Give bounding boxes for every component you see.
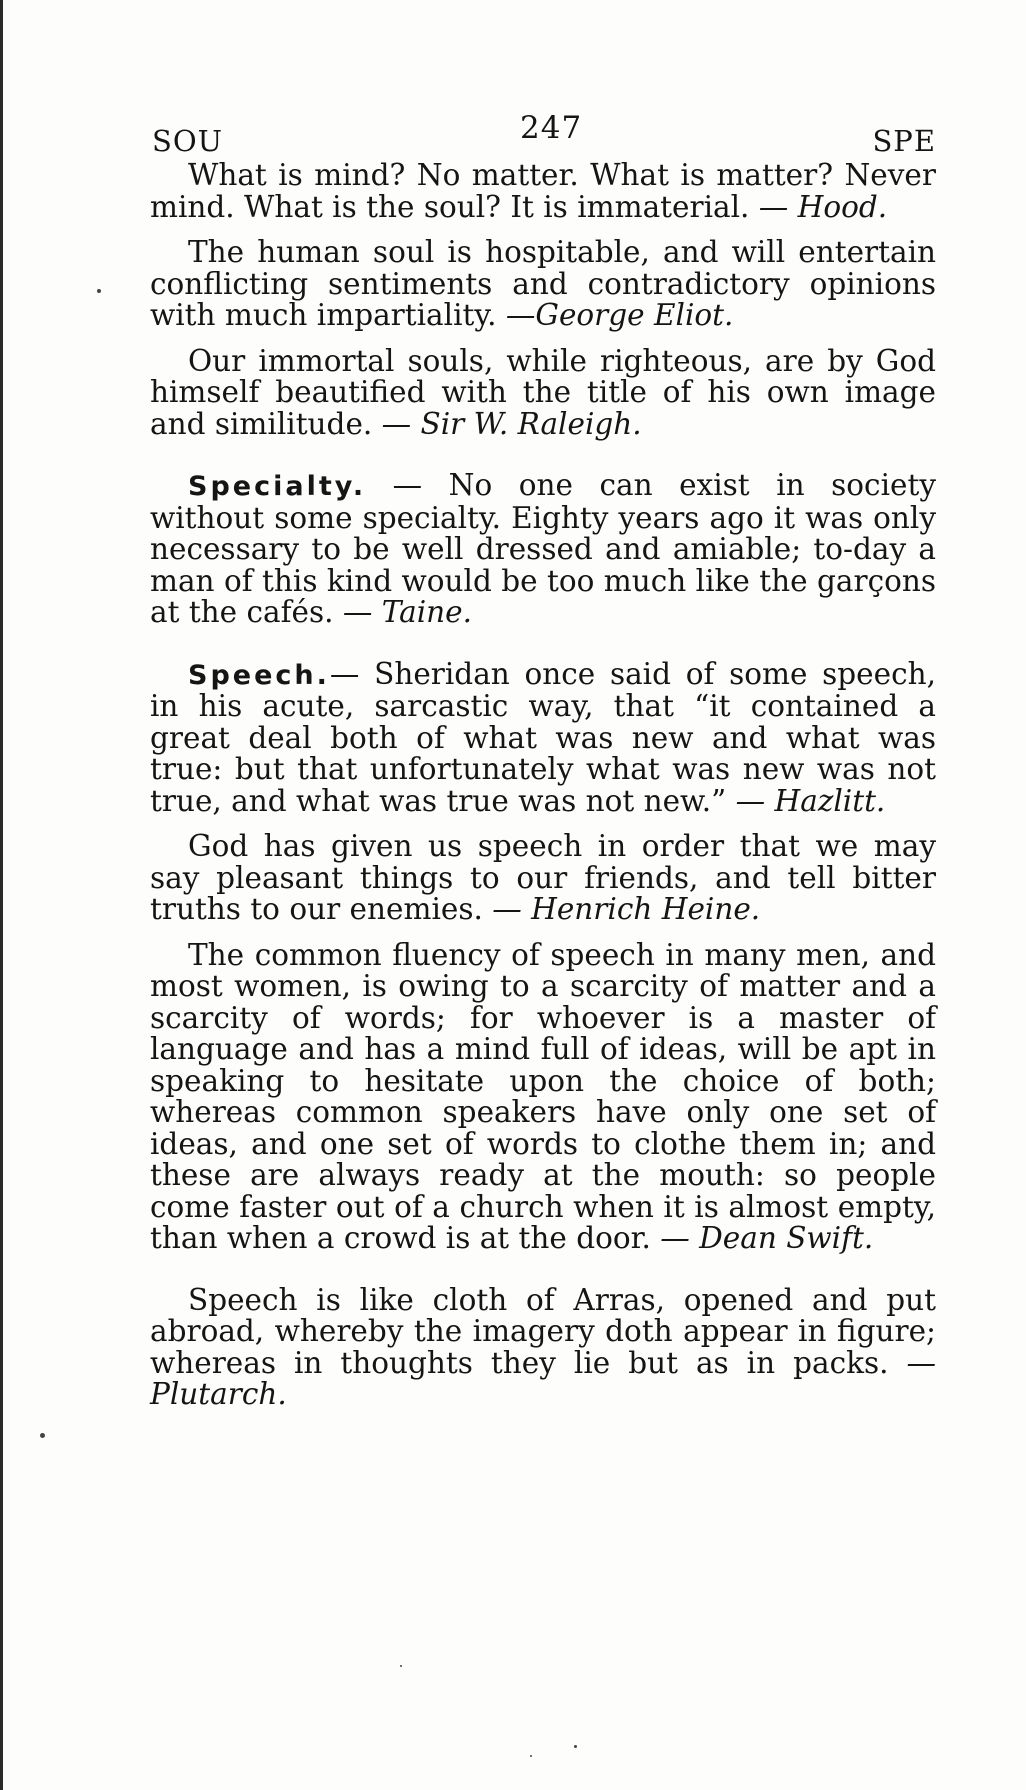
quote-attribution: — Henrich Heine. [492, 892, 761, 926]
paper-speck [530, 1755, 532, 1757]
quote-attribution: — Sir W. Raleigh. [381, 406, 642, 441]
page-binding-edge [0, 0, 3, 1790]
quote-paragraph [150, 937, 936, 1255]
quote-entry [150, 937, 936, 1255]
quote-paragraph [150, 160, 936, 223]
running-head-left: SOU [152, 124, 224, 158]
quote-text: The common fluency of speech in many men, and most women, is owing to a scarcity of matter and a scarcity of words; for whoever is a master of language and has a mind full of ideas, will be apt in speaking to hesitate upon the choice of both; whereas common speakers have only one set of ideas, and one set of words to clothe them in; and these are always ready at the mouth: so people come faster out of a church when it is almost empty, than when a crowd is at the door. [150, 937, 936, 1255]
quote-text: — Sheridan once said of some speech, in his acute, sarcastic way, that “it contained a great deal both of what was new and what was true: but that unfortunately what was new was not true, and what was true was not new.” [150, 656, 936, 818]
quote-text: The human soul is hospitable, and will entertain conflicting sentiments and contradictory opinions with much impartiality. [150, 235, 936, 332]
topic-entry-specialty [150, 470, 936, 629]
quote-attribution: — Plutarch. [150, 1345, 936, 1411]
page-number: 247 [520, 110, 583, 146]
running-head [150, 110, 936, 160]
quote-attribution: — Taine. [342, 595, 473, 629]
quote-paragraph [150, 343, 936, 441]
running-head-right: SPE [872, 124, 936, 158]
quote-paragraph [150, 831, 936, 926]
paper-speck [40, 1433, 45, 1438]
topic-keyword: Specialty. [188, 471, 367, 502]
quote-paragraph [150, 1282, 936, 1411]
topic-entry-speech [150, 656, 936, 818]
quote-text: — No one can exist in society without some specialty. Eighty years ago it was only necessary to be well dressed and amiable; to-day a man of this kind would be too much like the garçons at the cafés. [150, 468, 936, 629]
quote-paragraph [150, 656, 936, 818]
quote-attribution: — Hood. [758, 189, 888, 224]
paper-speck [400, 1665, 402, 1667]
quote-entry [150, 1282, 936, 1411]
paper-speck [574, 1745, 577, 1748]
quote-entry [150, 160, 936, 223]
quote-text: Our immortal souls, while righteous, are by God himself beautified with the title of his own image and similitude. [150, 343, 936, 441]
quote-entry [150, 343, 936, 441]
topic-keyword: Speech. [188, 659, 330, 691]
quote-entry [150, 831, 936, 926]
quote-entry [150, 237, 936, 332]
quote-attribution: — Hazlitt. [735, 783, 886, 818]
book-page [150, 110, 936, 1411]
quote-text: What is mind? No matter. What is matter? Never mind. What is the soul? It is immaterial. [150, 158, 936, 224]
quote-text: God has given us speech in order that we may say pleasant things to our friends, and tell bitter truths to our enemies. [150, 829, 936, 926]
paper-speck [97, 289, 101, 293]
quote-text: Speech is like cloth of Arras, opened and put abroad, whereby the imagery doth appear in figure; whereas in thoughts they lie but as in packs. [150, 1282, 936, 1380]
quote-attribution: —George Eliot. [505, 298, 734, 332]
quote-paragraph [150, 470, 936, 629]
quote-attribution: — Dean Swift. [660, 1221, 874, 1255]
quote-paragraph [150, 237, 936, 332]
